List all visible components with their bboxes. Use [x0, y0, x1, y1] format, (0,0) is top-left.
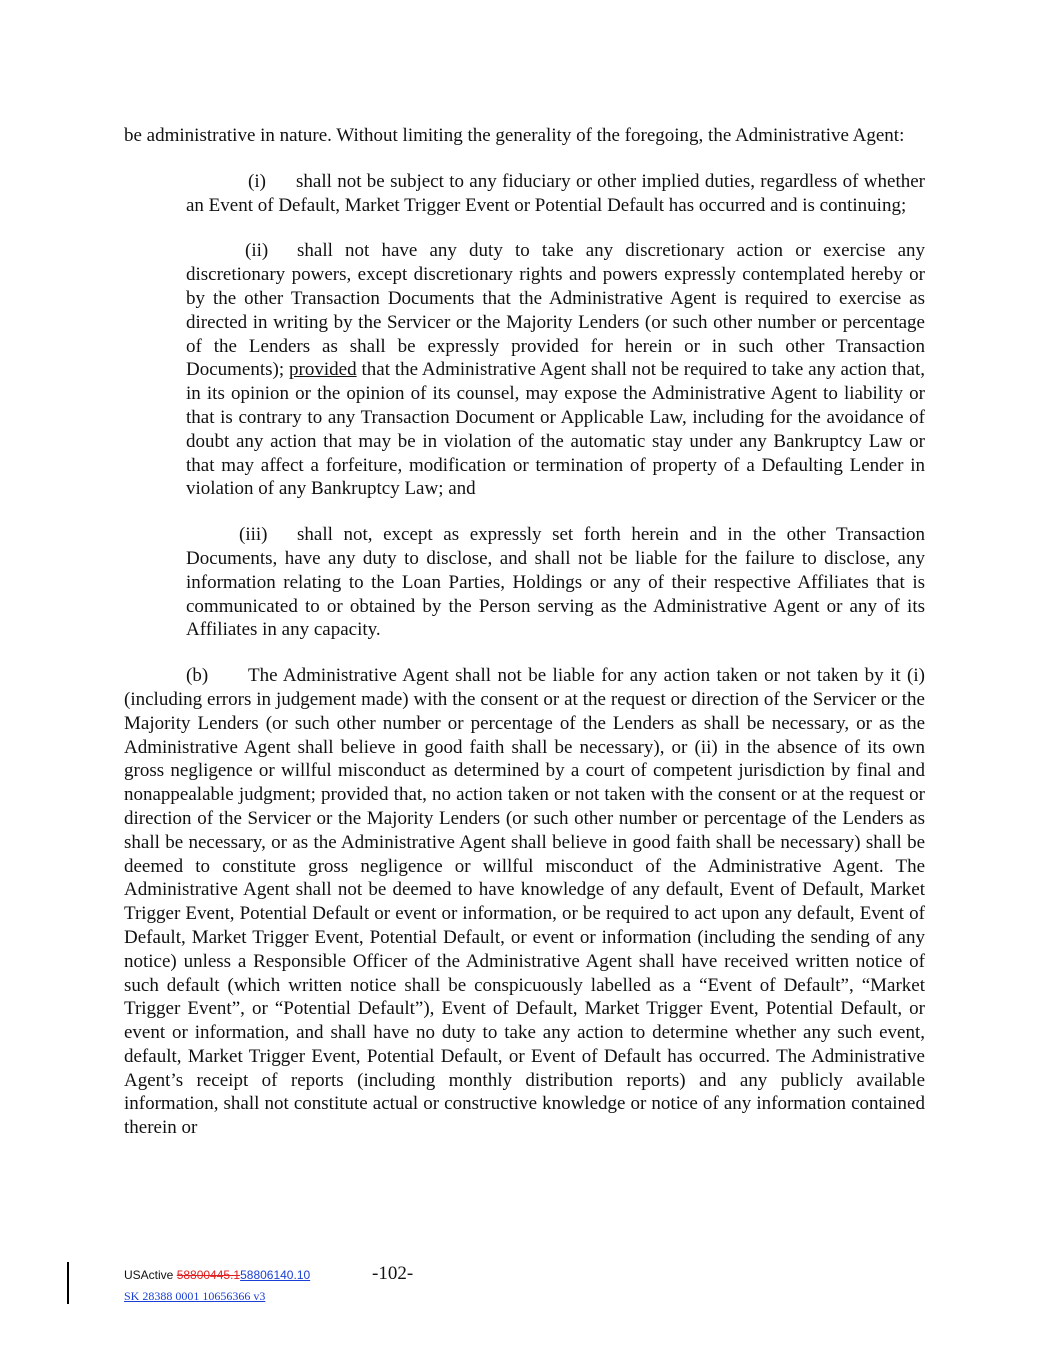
paragraph-b-number: (b): [186, 665, 209, 687]
footer-document-id: [124, 1268, 310, 1282]
footer-doc-label: USActive: [124, 1268, 177, 1282]
footer-sk-reference[interactable]: SK 28388 0001 10656366 v3: [124, 1289, 266, 1303]
clause-i-text: shall not be subject to any fiduciary or other implied duties, regardless of whether an Event of Default, Market Trigger Event or Potential Default has occurred and is continuing;: [186, 170, 925, 216]
clause-ii: [186, 239, 925, 501]
clause-ii-text-b: that the Administrative Agent shall not be required to take any action that, in its opinion or the opinion of its counsel, may expose the Administrative Agent to liability or that is contrary to any Transaction Document or Applicable Law, including for the avoidance of doubt any action that may be in violation of the automatic stay under any Bankruptcy Law or that may affect a forfeiture, modification or termination of property of a Defaulting Lender in violation of any Bankruptcy Law; and: [186, 359, 926, 500]
intro-paragraph: be administrative in nature. Without limiting the generality of the foregoing, the Administrative Agent:: [124, 125, 905, 146]
clause-ii-text-a: shall not have any duty to take any discretionary action or exercise any discretionary powers, except discretionary rights and powers expressly contemplated hereby or by the other Transaction Documents that the Administrative Agent is required to exercise as directed in writing by the Servicer or the Majority Lenders (or such other number or percentage of the Lenders as shall be expressly provided for herein or in such other Transaction Documents);: [186, 240, 925, 381]
document-body: [124, 124, 925, 1140]
page-number: -102-: [372, 1263, 414, 1284]
provided-term: provided: [289, 359, 357, 381]
clause-ii-number: (ii): [245, 240, 269, 262]
footer-inserted-id[interactable]: 58806140.10: [240, 1268, 311, 1282]
clause-iii-number: (iii): [239, 524, 268, 546]
clause-i-number: (i): [248, 170, 266, 192]
paragraph-b-text: The Administrative Agent shall not be liable for any action taken or not taken by it (i) (including errors in judgement made) with the consent or at the request or direction of the Servicer or the Majority Lenders (or such other number or percentage of the Lenders as shall be necessary, or as the Administrative Agent shall believe in good faith shall be necessary), or (ii) in the absence of its own gross negligence or willful misconduct as determined by a court of competent jurisdiction by final and nonappealable judgment; provided that, no action taken or not taken with the consent or at the request or direction of the Servicer or the Majority Lenders (or such other number or percentage of the Lenders as shall be necessary, or as the Administrative Agent shall believe in good faith shall be necessary) shall be deemed to constitute gross negligence or willful misconduct of the Administrative Agent. The Administrative Agent shall not be deemed to have knowledge of any default, Event of Default, Market Trigger Event, Potential Default or event or information, or be required to act upon any default, Event of Default, Market Trigger Event, Potential Default, or event or information (including the sending of any notice) unless a Responsible Officer of the Administrative Agent shall have received written notice of such default (which written notice shall be conspicuously labelled as a “Event of Default”, “Market Trigger Event”, or “Potential Default”), Event of Default, Market Trigger Event, Potential Default, or event or information, and shall have no duty to take any action to determine whether any such event, default, Market Trigger Event, Potential Default, or Event of Default has occurred. The Administrative Agent’s receipt of reports (including monthly distribution reports) and any publicly available information, shall not constitute actual or constructive knowledge or notice of any information contained therein or: [124, 665, 925, 1139]
clause-iii: [186, 523, 925, 642]
revision-change-bar: [67, 1262, 69, 1304]
paragraph-b: [124, 664, 925, 1140]
clause-iii-text: shall not, except as expressly set forth herein and in the other Transaction Documents, have any duty to disclose, and shall not be liable for the failure to disclose, any information relating to the Loan Parties, Holdings or any of their respective Affiliates that is communicated to or obtained by the Person serving as the Administrative Agent or any of its Affiliates in any capacity.: [186, 524, 925, 641]
clause-i: [186, 170, 925, 218]
footer-deleted-id: 58800445.1: [176, 1268, 241, 1282]
